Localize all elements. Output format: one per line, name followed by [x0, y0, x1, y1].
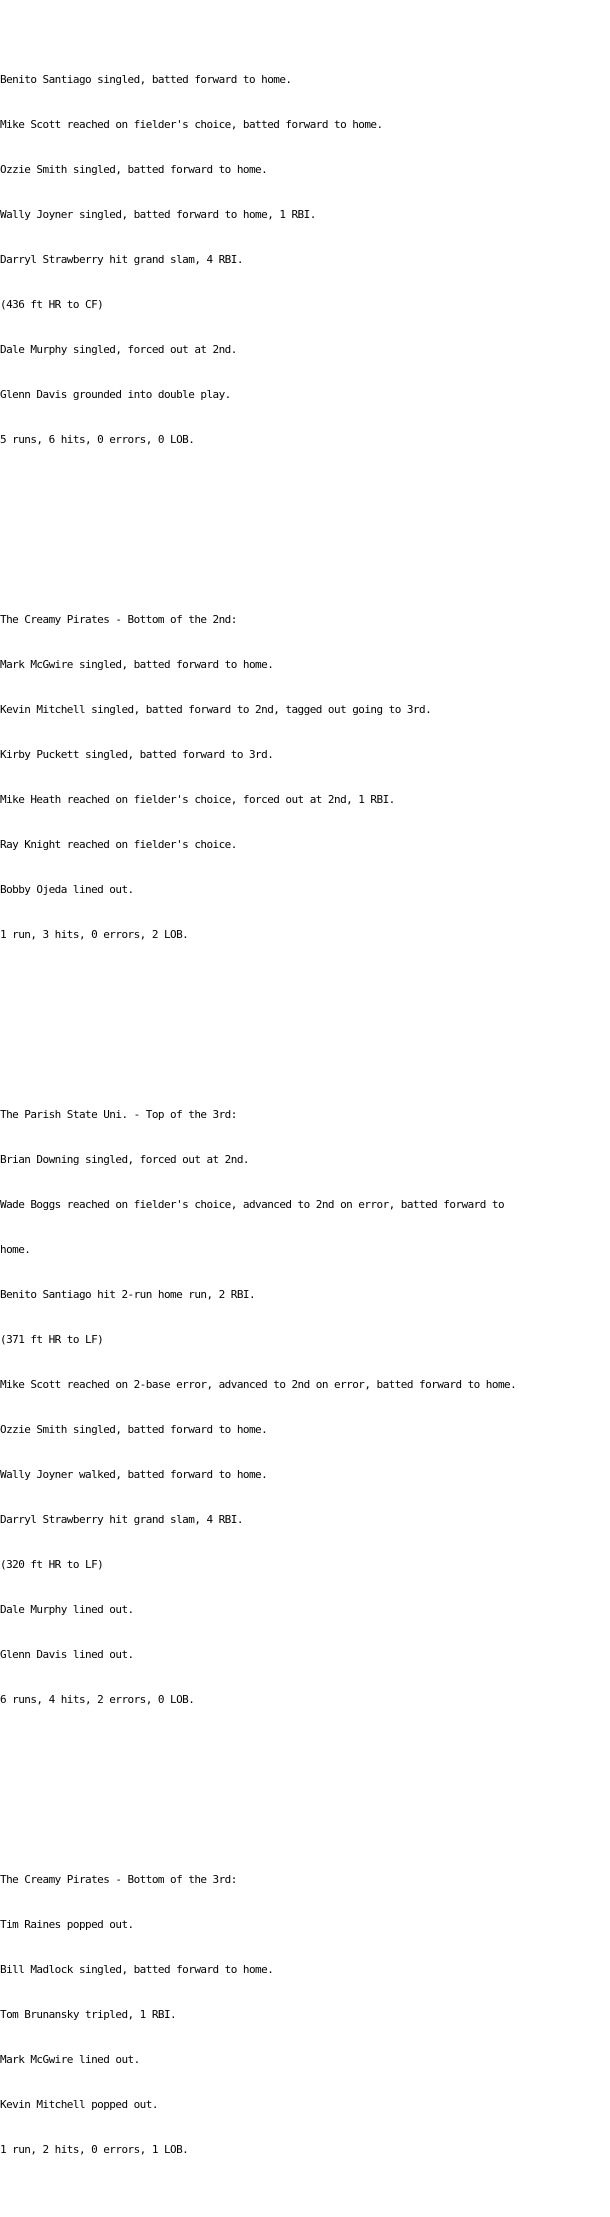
spacer	[0, 1017, 606, 1032]
play-line-continuation: home.	[0, 1243, 31, 1256]
play-line: Kevin Mitchell singled, batted forward to 2nd, tagged out going to 3rd.	[0, 703, 432, 716]
play-line: Dale Murphy lined out.	[0, 1603, 134, 1616]
inning-header: The Parish State Uni. - Top of the 3rd:	[0, 1108, 237, 1121]
play-line: Glenn Davis lined out.	[0, 1648, 134, 1661]
play-line: Kevin Mitchell popped out.	[0, 2098, 158, 2111]
inning-section-bottom-3rd	[0, 1842, 606, 2187]
play-line: Ray Knight reached on fielder's choice.	[0, 838, 237, 851]
play-line: Benito Santiago hit 2-run home run, 2 RBI.	[0, 1288, 256, 1301]
inning-summary: 1 run, 2 hits, 0 errors, 1 LOB.	[0, 2143, 189, 2156]
inning-summary: 1 run, 3 hits, 0 errors, 2 LOB.	[0, 928, 189, 941]
home-run-distance: (371 ft HR to LF)	[0, 1333, 104, 1346]
play-line: Mike Scott reached on fielder's choice, batted forward to home.	[0, 118, 383, 131]
play-line: Darryl Strawberry hit grand slam, 4 RBI.	[0, 1513, 243, 1526]
inning-section-top-2nd	[0, 42, 606, 477]
inning-summary: 6 runs, 4 hits, 2 errors, 0 LOB.	[0, 1693, 195, 1706]
spacer	[0, 522, 606, 537]
play-line: Wally Joyner walked, batted forward to home.	[0, 1468, 268, 1481]
play-line: Mike Heath reached on fielder's choice, forced out at 2nd, 1 RBI.	[0, 793, 395, 806]
play-line: Mike Scott reached on 2-base error, advanced to 2nd on error, batted forward to home.	[0, 1378, 517, 1391]
play-line: Wade Boggs reached on fielder's choice, advanced to 2nd on error, batted forward to	[0, 1198, 505, 1211]
play-line: Darryl Strawberry hit grand slam, 4 RBI.	[0, 253, 243, 266]
play-line: Mark McGwire lined out.	[0, 2053, 140, 2066]
play-line: Tom Brunansky tripled, 1 RBI.	[0, 2008, 177, 2021]
inning-header: The Creamy Pirates - Bottom of the 2nd:	[0, 613, 237, 626]
play-line: Glenn Davis grounded into double play.	[0, 388, 231, 401]
spacer	[0, 1782, 606, 1797]
play-line: Ozzie Smith singled, batted forward to home.	[0, 1423, 268, 1436]
inning-header: The Creamy Pirates - Bottom of the 3rd:	[0, 1873, 237, 1886]
play-line: Ozzie Smith singled, batted forward to home.	[0, 163, 268, 176]
play-line: Tim Raines popped out.	[0, 1918, 134, 1931]
play-line: Dale Murphy singled, forced out at 2nd.	[0, 343, 237, 356]
play-line: Brian Downing singled, forced out at 2nd.	[0, 1153, 249, 1166]
play-line: Bill Madlock singled, batted forward to home.	[0, 1963, 274, 1976]
play-line: Benito Santiago singled, batted forward to home.	[0, 73, 292, 86]
inning-summary: 5 runs, 6 hits, 0 errors, 0 LOB.	[0, 433, 195, 446]
play-line: Kirby Puckett singled, batted forward to 3rd.	[0, 748, 274, 761]
play-line: Wally Joyner singled, batted forward to home, 1 RBI.	[0, 208, 316, 221]
home-run-distance: (436 ft HR to CF)	[0, 298, 104, 311]
play-line: Mark McGwire singled, batted forward to home.	[0, 658, 274, 671]
play-line: Bobby Ojeda lined out.	[0, 883, 134, 896]
inning-section-top-3rd	[0, 1077, 606, 1737]
inning-section-bottom-2nd	[0, 582, 606, 972]
home-run-distance: (320 ft HR to LF)	[0, 1558, 104, 1571]
